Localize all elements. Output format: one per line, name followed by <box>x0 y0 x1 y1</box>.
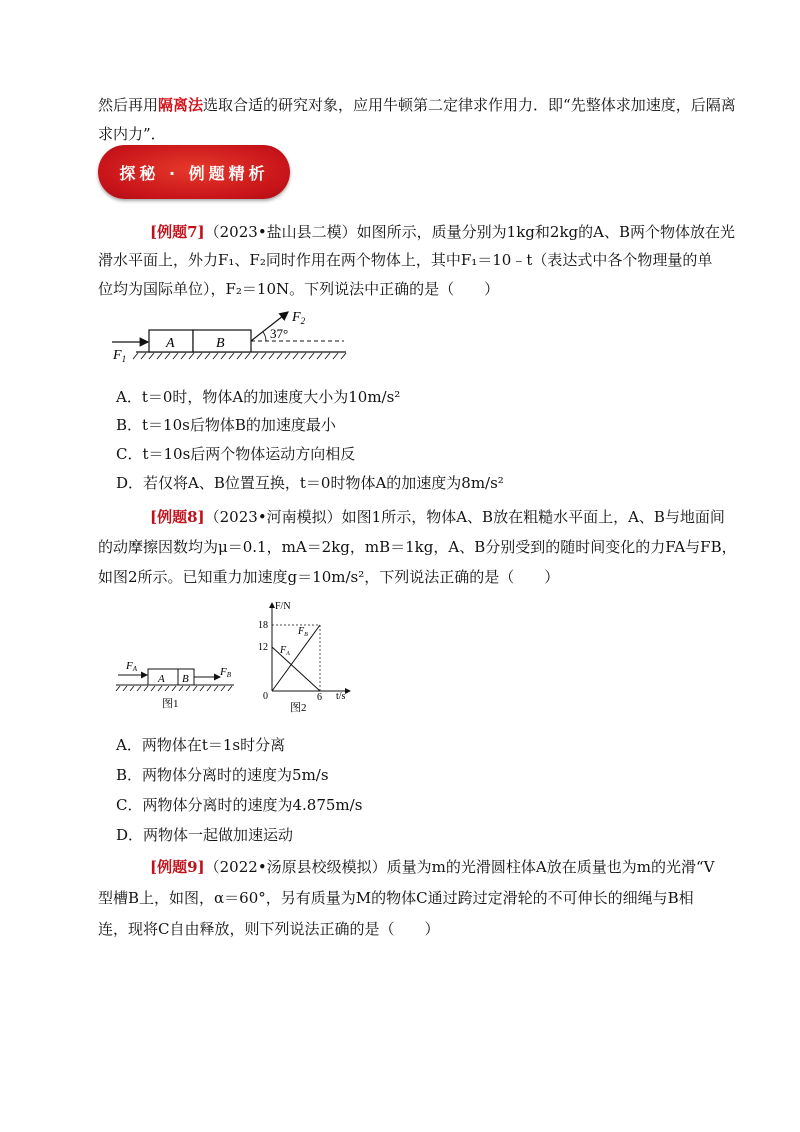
x-axis-label: t/s <box>336 691 346 702</box>
line-fb <box>272 625 320 691</box>
ex8-figure-2 <box>250 597 360 715</box>
intro-text: 选取合适的研究对象，应用牛顿第二定律求作用力．即“先整体求加速度，后隔离 <box>203 96 736 114</box>
ex8-option-c: C．两物体分离时的速度为4.875m/s <box>116 796 363 814</box>
block-a-label: A <box>158 673 165 685</box>
ex8-option-d: D．两物体一起做加速运动 <box>116 826 294 844</box>
y-axis-label: F/N <box>275 601 291 612</box>
figure-2-caption: 图2 <box>290 702 307 714</box>
block-b-label: B <box>216 336 225 351</box>
ex9-line-3: 连，现将C自由释放，则下列说法正确的是（ ） <box>98 920 440 938</box>
intro-line-1 <box>98 95 736 115</box>
ex8-line-1 <box>150 507 725 527</box>
ex8-text: （2023•河南模拟）如图1所示，物体A、B放在粗糙水平面上，A、B与地面间 <box>204 508 725 526</box>
ex7-tag: [例题7] <box>150 223 205 241</box>
ex8-tag: [例题8] <box>150 508 205 526</box>
ex7-line-2: 滑水平面上，外力F₁、F₂同时作用在两个物体上，其中F₁＝10﹣t（表达式中各个物理量的单 <box>98 251 713 269</box>
line-fa-label: $F_A$ <box>280 645 290 657</box>
ex7-figure <box>108 306 358 368</box>
ex7-option-a: A．t＝0时，物体A的加速度大小为10m/s² <box>116 388 401 406</box>
force-f2-label: $F_2$ <box>292 310 306 326</box>
ex9-tag: [例题9] <box>150 858 205 876</box>
tick-origin: 0 <box>263 691 268 702</box>
force-f1-label: $F_1$ <box>113 348 127 364</box>
force-fa-label: FA <box>126 660 138 673</box>
banner-label: 探秘 · 例题精析 <box>119 163 269 183</box>
ground-hatch <box>133 353 346 359</box>
highlight-term: 隔离法 <box>158 96 204 114</box>
ex7-option-b: B．t＝10s后物体B的加速度最小 <box>116 416 336 434</box>
tick-18: 18 <box>258 620 268 631</box>
ex9-text: （2022•汤原县校级模拟）质量为m的光滑圆柱体A放在质量也为m的光滑“V <box>204 858 715 876</box>
ex7-line-1 <box>150 222 735 242</box>
intro-text: 然后再用 <box>98 96 159 114</box>
section-banner <box>98 145 290 199</box>
tick-12: 12 <box>258 642 268 653</box>
line-fb-label: $F_B$ <box>298 626 308 638</box>
ex8-option-a: A．两物体在t＝1s时分离 <box>116 736 286 754</box>
force-fb-label: FB <box>220 666 232 679</box>
ex8-line-3: 如图2所示。已知重力加速度g＝10m/s²，下列说法正确的是（ ） <box>98 568 560 586</box>
ex8-figure-1 <box>112 655 242 715</box>
ground-hatch <box>116 686 232 691</box>
ex9-line-2: 型槽B上，如图，α＝60°，另有质量为M的物体C通过跨过定滑轮的不可伸长的细绳与B相 <box>98 889 694 907</box>
ex8-line-2: 的动摩擦因数均为μ＝0.1，mA＝2kg，mB＝1kg，A、B分别受到的随时间变化的力FA与FB， <box>98 538 737 556</box>
ex7-text: （2023•盐山县二模）如图所示，质量分别为1kg和2kg的A、B两个物体放在光 <box>204 223 735 241</box>
intro-line-2: 求内力”． <box>98 125 166 143</box>
ex8-option-b: B．两物体分离时的速度为5m/s <box>116 766 329 784</box>
figure-1-caption: 图1 <box>162 698 179 710</box>
ex7-option-c: C．t＝10s后两个物体运动方向相反 <box>116 445 356 463</box>
ex7-line-3: 位均为国际单位），F₂＝10N。下列说法中正确的是（ ） <box>98 280 500 298</box>
angle-label: 37° <box>270 326 289 341</box>
ex9-line-1 <box>150 857 714 877</box>
tick-6: 6 <box>317 692 322 703</box>
block-b-label: B <box>182 673 189 685</box>
block-a-label: A <box>166 336 175 351</box>
angle-arc <box>263 332 266 341</box>
ex7-option-d: D．若仅将A、B位置互换，t＝0时物体A的加速度为8m/s² <box>116 474 504 492</box>
